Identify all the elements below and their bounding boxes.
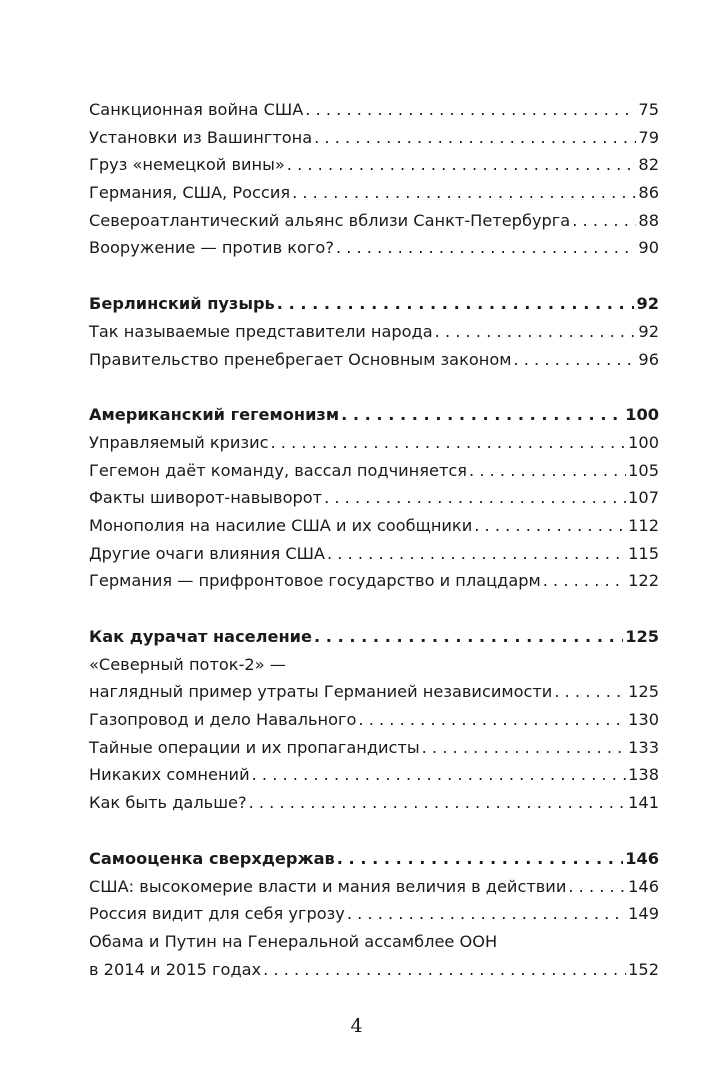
toc-entry (89, 706, 659, 734)
toc-entry-page: 90 (638, 238, 659, 258)
toc-chapter-page: 92 (636, 294, 659, 314)
toc-chapter-page: 125 (625, 627, 659, 646)
toc-entry-title: Правительство пренебрегает Основным законом (89, 349, 512, 369)
toc-entry-title: США: высокомерие власти и мания величия в действии (89, 876, 567, 896)
toc-entry (89, 179, 659, 207)
toc-entry-page: 105 (628, 460, 659, 480)
toc-entry-page: 75 (638, 100, 659, 119)
toc-chapter-heading (89, 401, 659, 429)
toc-entry-title: Груз «немецкой вины» (89, 155, 285, 175)
toc-entry (89, 96, 659, 124)
toc-entry-page: 141 (628, 793, 659, 813)
toc-chapter-page: 146 (625, 848, 659, 868)
toc-entry-page: 82 (638, 155, 659, 175)
toc-entry-title: в 2014 и 2015 годах (89, 959, 262, 979)
toc-entry (89, 651, 659, 679)
toc-entry (89, 234, 659, 262)
toc-entry-title: «Северный поток-2» — (89, 654, 286, 674)
toc-entry-title: Управляемый кризис (89, 432, 269, 452)
toc-entry-page: 122 (628, 571, 659, 591)
page-number: 4 (350, 1015, 363, 1037)
dot-leader (337, 845, 623, 873)
toc-chapter-title: Американский гегемонизм (89, 405, 340, 425)
dot-leader (336, 234, 636, 262)
toc-entry-page: 130 (628, 710, 659, 730)
dot-leader (277, 290, 635, 318)
toc-entry-title: Никаких сомнений (89, 765, 250, 785)
toc-entry (89, 318, 659, 346)
toc-chapter-heading (89, 845, 659, 873)
toc-entry-title: Вооружение — против кого? (89, 238, 334, 258)
toc-entry (89, 151, 659, 179)
toc-entry-page: 149 (628, 904, 659, 924)
toc-entry (89, 789, 659, 817)
dot-leader (568, 873, 626, 901)
toc-chapter-heading (89, 290, 659, 318)
toc-entry-page: 152 (628, 959, 659, 979)
toc-entry (89, 429, 659, 457)
dot-leader (422, 734, 626, 762)
dot-leader (435, 318, 637, 346)
toc-entry (89, 761, 659, 789)
dot-leader (543, 567, 626, 595)
toc-chapter-heading (89, 623, 659, 651)
toc-entry-title: Россия видит для себя угрозу (89, 904, 345, 924)
toc-entry-title: Североатлантический альянс вблизи Санкт-Петербурга (89, 210, 571, 230)
toc-entry (89, 540, 659, 568)
toc-entry-title: Газопровод и дело Навального (89, 710, 357, 730)
dot-leader (314, 124, 636, 152)
toc-entry-page: 138 (628, 765, 659, 785)
toc-entry (89, 567, 659, 595)
toc-entry (89, 734, 659, 762)
toc-entry-page: 112 (628, 515, 659, 535)
toc-entry (89, 124, 659, 152)
toc-entry (89, 484, 659, 512)
toc-entry-title: наглядный пример утраты Германией независимости (89, 682, 553, 702)
toc-entry-title: Обама и Путин на Генеральной ассамблее ООН (89, 931, 498, 951)
toc-entry-title: Так называемые представители народа (89, 321, 433, 341)
dot-leader (474, 512, 626, 540)
toc-chapter-title: Как дурачат население (89, 627, 312, 646)
toc-entry-page: 88 (638, 210, 659, 230)
dot-leader (572, 207, 636, 235)
dot-leader (469, 457, 626, 485)
toc-entry-title: Санкционная война США (89, 100, 304, 119)
toc-entry-title: Факты шиворот-навыворот (89, 488, 323, 508)
dot-leader (249, 789, 627, 817)
toc-entry-page: 92 (638, 321, 659, 341)
toc-entry-page: 125 (628, 682, 659, 702)
toc-entry (89, 956, 659, 984)
section-gap (89, 262, 659, 290)
section-gap (89, 817, 659, 845)
toc-entry-title: Гегемон даёт команду, вассал подчиняется (89, 460, 468, 480)
toc-chapter-title: Самооценка сверхдержав (89, 848, 335, 868)
toc-entry-page: 115 (628, 543, 659, 563)
toc-chapter-page: 100 (625, 405, 659, 425)
dot-leader (513, 346, 636, 374)
dot-leader (327, 540, 626, 568)
toc-entry-title: Тайные операции и их пропагандисты (89, 737, 420, 757)
dot-leader (271, 429, 627, 457)
dot-leader (314, 623, 623, 651)
toc-chapter-title: Берлинский пузырь (89, 294, 275, 314)
dot-leader (554, 678, 626, 706)
toc-entry (89, 928, 659, 956)
dot-leader (287, 151, 637, 179)
toc-entry (89, 678, 659, 706)
toc-entry (89, 346, 659, 374)
toc-entry (89, 207, 659, 235)
toc-entry-title: Германия — прифронтовое государство и плацдарм (89, 571, 541, 591)
toc-entry-page: 79 (638, 127, 659, 147)
table-of-contents (89, 96, 659, 983)
dot-leader (252, 761, 626, 789)
toc-entry-title: Другие очаги влияния США (89, 543, 326, 563)
dot-leader (263, 956, 626, 984)
toc-entry-page: 146 (628, 876, 659, 896)
toc-entry (89, 512, 659, 540)
toc-entry-page: 96 (638, 349, 659, 369)
toc-entry (89, 900, 659, 928)
toc-entry-page: 133 (628, 737, 659, 757)
dot-leader (358, 706, 626, 734)
toc-entry-page: 100 (628, 432, 659, 452)
dot-leader (292, 179, 636, 207)
toc-entry-page: 86 (638, 183, 659, 203)
dot-leader (305, 96, 636, 124)
section-gap (89, 595, 659, 623)
toc-entry-title: Монополия на насилие США и их сообщники (89, 515, 473, 535)
toc-entry-title: Германия, США, Россия (89, 183, 291, 203)
toc-entry (89, 873, 659, 901)
toc-entry-title: Как быть дальше? (89, 793, 247, 813)
dot-leader (324, 484, 626, 512)
toc-entry-title: Установки из Вашингтона (89, 127, 313, 147)
section-gap (89, 373, 659, 401)
toc-entry-page: 107 (628, 488, 659, 508)
toc-entry (89, 457, 659, 485)
dot-leader (341, 401, 623, 429)
dot-leader (347, 900, 626, 928)
